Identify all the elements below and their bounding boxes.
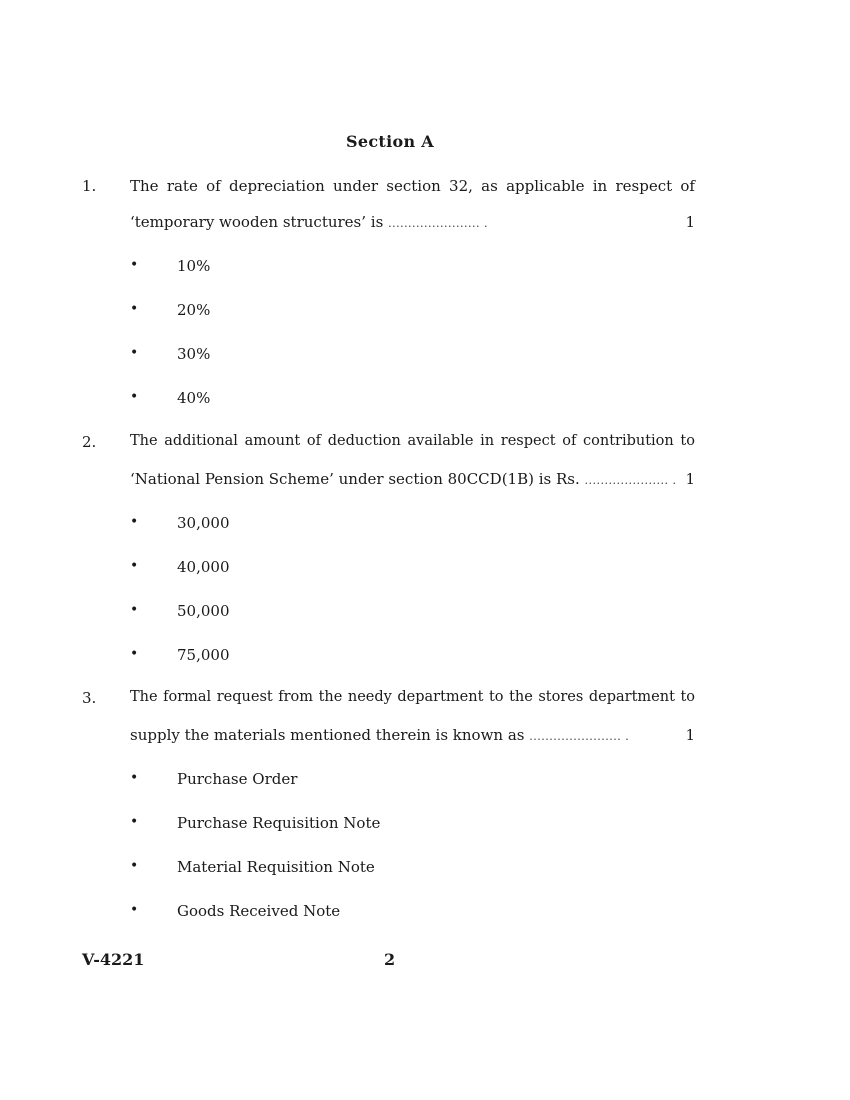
bullet-icon: • — [130, 345, 139, 361]
question-2-option-4: 75,000 — [177, 646, 230, 664]
bullet-icon: • — [130, 558, 139, 574]
question-1-marks: 1 — [685, 213, 695, 231]
question-1-line-1: The rate of depreciation under section 32, as applicable in respect of — [130, 177, 695, 195]
question-1-option-4: 40% — [177, 389, 211, 407]
answer-blank: ....................... . — [388, 217, 488, 230]
page-number: 2 — [384, 950, 396, 969]
bullet-icon: • — [130, 514, 139, 530]
question-1-number: 1. — [82, 177, 97, 195]
question-1-option-1: 10% — [177, 257, 211, 275]
question-1-line-2 — [130, 213, 695, 231]
bullet-icon: • — [130, 602, 139, 618]
question-2-option-3: 50,000 — [177, 602, 230, 620]
paper-code: V-4221 — [82, 950, 145, 969]
bullet-icon: • — [130, 814, 139, 830]
question-3-number: 3. — [82, 689, 97, 707]
question-1-text: ‘temporary wooden structures’ is — [130, 213, 384, 231]
bullet-icon: • — [130, 389, 139, 405]
section-title: Section A — [346, 132, 434, 151]
question-3-line-1: The formal request from the needy department to the stores department to — [130, 689, 695, 705]
question-2-marks: 1 — [685, 470, 695, 488]
bullet-icon: • — [130, 257, 139, 273]
question-3-option-2: Purchase Requisition Note — [177, 814, 381, 832]
question-3-option-4: Goods Received Note — [177, 902, 341, 920]
answer-blank: ....................... . — [529, 730, 630, 743]
question-2-line-1: The additional amount of deduction available in respect of contribution to — [130, 433, 695, 449]
question-1-option-2: 20% — [177, 301, 211, 319]
bullet-icon: • — [130, 646, 139, 662]
question-3-option-1: Purchase Order — [177, 770, 298, 788]
question-2-text: ‘National Pension Scheme’ under section 80CCD(1B) is Rs. — [130, 470, 580, 488]
question-1-option-3: 30% — [177, 345, 211, 363]
question-2-line-2 — [130, 470, 677, 488]
question-3-option-3: Material Requisition Note — [177, 858, 375, 876]
answer-blank: ..................... . — [584, 474, 677, 487]
bullet-icon: • — [130, 902, 139, 918]
question-2-option-1: 30,000 — [177, 514, 230, 532]
bullet-icon: • — [130, 301, 139, 317]
question-3-line-2 — [130, 726, 650, 744]
question-3-marks: 1 — [685, 726, 695, 744]
question-3-text: supply the materials mentioned therein is known as — [130, 726, 525, 744]
bullet-icon: • — [130, 858, 139, 874]
question-2-number: 2. — [82, 433, 97, 451]
bullet-icon: • — [130, 770, 139, 786]
question-2-option-2: 40,000 — [177, 558, 230, 576]
